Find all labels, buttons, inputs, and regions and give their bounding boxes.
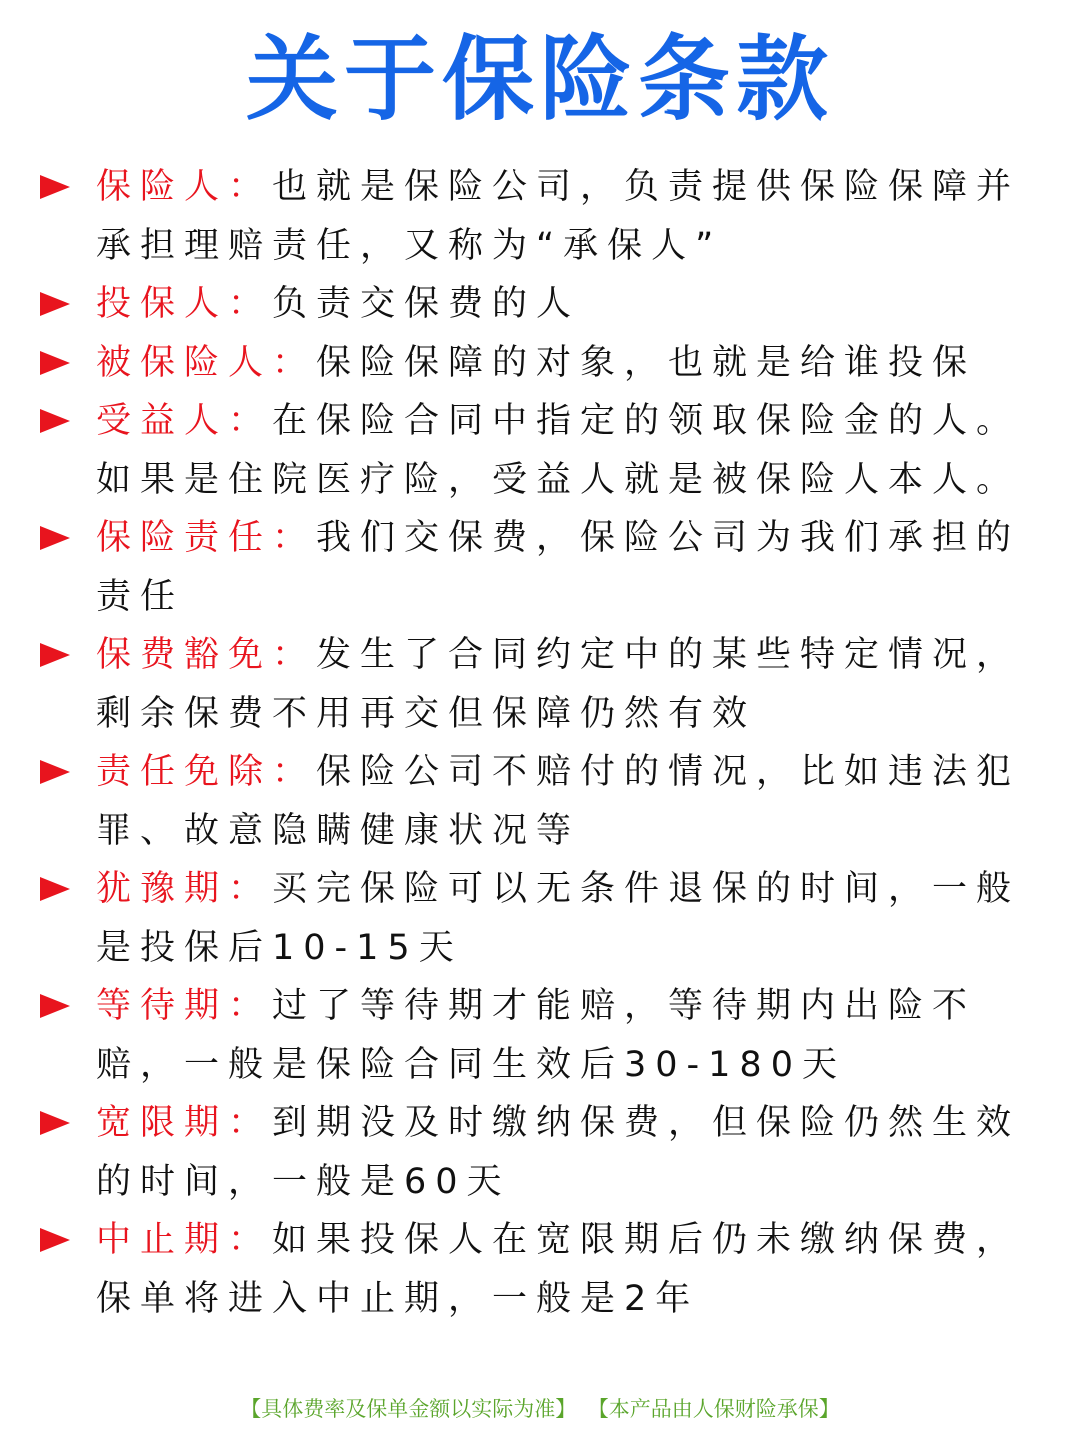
term-definition: 在保险合同中指定的领取保险金的人。如果是住院医疗险，受益人就是被保险人本人。 — [96, 401, 1021, 500]
term-definition: 保险保障的对象，也就是给谁投保 — [316, 342, 977, 383]
term-item-suspension-period — [40, 1211, 1060, 1328]
term-name: 宽限期： — [96, 1103, 273, 1143]
term-definition: 发生了合同约定中的某些特定情况，剩余保费不用再交但保障仍然有效 — [96, 635, 1021, 734]
footer-note-rate: 【具体费率及保单金额以实际为准】 — [240, 1397, 577, 1421]
term-name: 中止期： — [96, 1220, 273, 1260]
term-name: 保险责任： — [96, 518, 317, 558]
term-definition: 也就是保险公司，负责提供保险保障并承担理赔责任，又称为“承保人” — [96, 167, 1021, 266]
term-item-beneficiary — [40, 392, 1060, 509]
term-item-cooling-off-period — [40, 860, 1060, 977]
term-definition: 如果投保人在宽限期后仍未缴纳保费，保单将进入中止期，一般是2年 — [96, 1220, 1021, 1319]
right-arrowhead-icon — [40, 994, 70, 1018]
term-definition: 过了等待期才能赔，等待期内出险不赔，一般是保险合同生效后30-180天 — [96, 986, 977, 1085]
term-name: 保险人： — [96, 167, 273, 207]
term-item-insurer — [40, 158, 1060, 275]
right-arrowhead-icon — [40, 175, 70, 199]
term-item-grace-period — [40, 1094, 1060, 1211]
term-name: 受益人： — [96, 401, 273, 441]
term-definition: 买完保险可以无条件退保的时间，一般是投保后10-15天 — [96, 869, 1021, 968]
term-name: 犹豫期： — [96, 869, 273, 909]
term-name: 保费豁免： — [96, 635, 317, 675]
term-name: 等待期： — [96, 986, 273, 1026]
right-arrowhead-icon — [40, 292, 70, 316]
term-item-premium-waiver — [40, 626, 1060, 743]
page-title: 关于保险条款 — [245, 26, 834, 133]
term-item-waiting-period — [40, 977, 1060, 1094]
term-item-insured — [40, 334, 1060, 393]
right-arrowhead-icon — [40, 877, 70, 901]
term-definition: 负责交保费的人 — [272, 284, 581, 324]
term-name: 被保险人： — [96, 342, 317, 383]
term-item-exclusions — [40, 743, 1060, 860]
right-arrowhead-icon — [40, 760, 70, 784]
right-arrowhead-icon — [40, 526, 70, 550]
terms-list — [40, 158, 1060, 1328]
term-item-policyholder — [40, 275, 1060, 334]
term-definition: 我们交保费，保险公司为我们承担的责任 — [96, 518, 1021, 617]
right-arrowhead-icon — [40, 1111, 70, 1135]
footer-note-underwriter: 【本产品由人保财险承保】 — [598, 1397, 840, 1421]
right-arrowhead-icon — [40, 1228, 70, 1252]
term-definition: 到期没及时缴纳保费，但保险仍然生效的时间，一般是60天 — [96, 1103, 1021, 1202]
right-arrowhead-icon — [40, 351, 70, 375]
right-arrowhead-icon — [40, 643, 70, 667]
footer-disclaimer — [0, 1392, 1080, 1426]
term-name: 责任免除： — [96, 752, 317, 792]
term-item-coverage — [40, 509, 1060, 626]
term-name: 投保人： — [96, 284, 273, 324]
term-definition: 保险公司不赔付的情况，比如违法犯罪、故意隐瞒健康状况等 — [96, 752, 1021, 851]
right-arrowhead-icon — [40, 409, 70, 433]
